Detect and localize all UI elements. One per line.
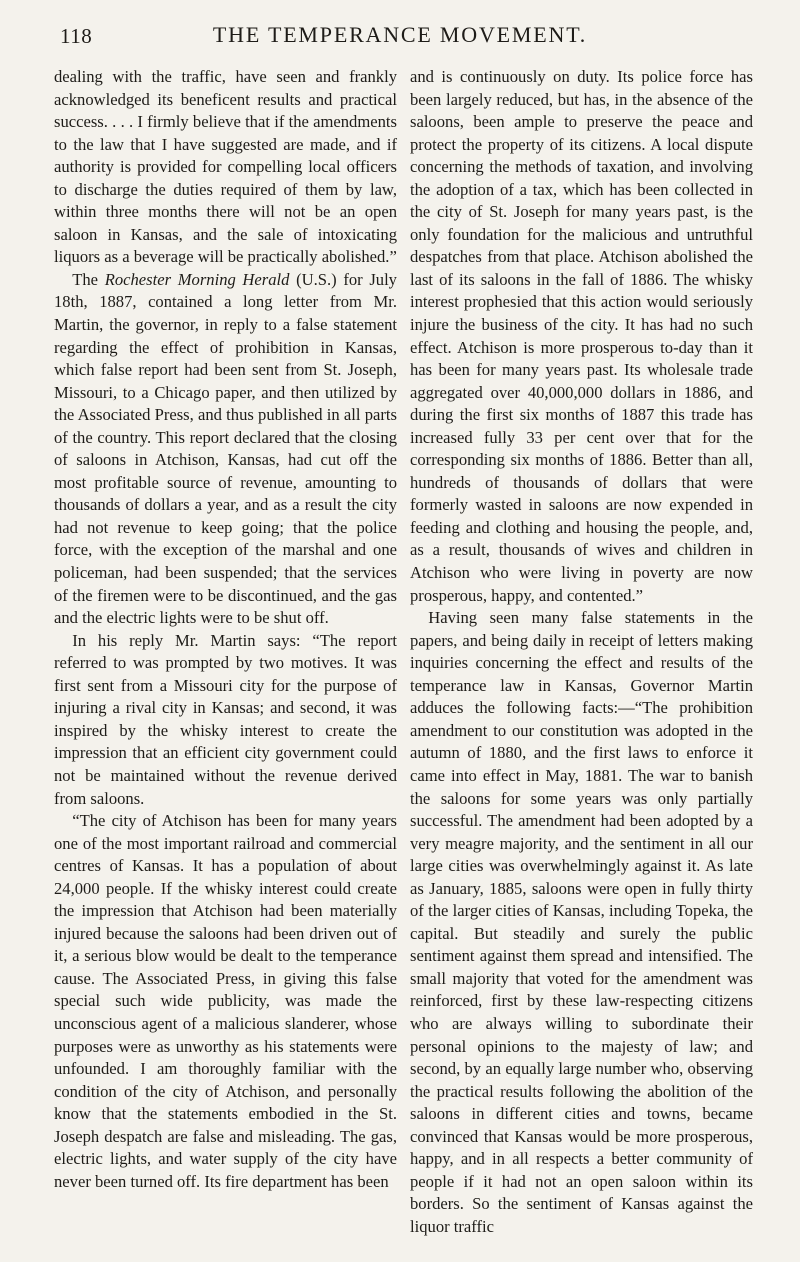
left-column <box>54 66 397 1193</box>
paragraph: Having seen many false statements in the papers, and being daily in receipt of letters making inquiries concerning the effect and results of the temperance law in Kansas, Governor Martin adduces the following facts:—“The prohibition amendment to our constitution was adopted in the autumn of 1880, and the first laws to enforce it came into effect in May, 1881. The war to banish the saloons for some years was only partially successful. The amendment had been adopted by a very meagre majority, and the sentiment in all our large cities was overwhelmingly against it. As late as January, 1885, saloons were open in fully thirty of the larger cities of Kansas, including Topeka, the capital. But steadily and surely the public sentiment against them spread and intensified. The small majority that voted for the amendment was reinforced, first by these law-respecting citizens who are always willing to subordinate their personal opinions to the majesty of law; and second, by an equally large number who, observing the practical results following the abolition of the saloons in different cities and towns, became convinced that Kansas would be more prosperous, happy, and in all respects a better community of people if it had not an open saloon within its borders. So the sentiment of Kansas against the liquor traffic <box>410 608 753 1236</box>
running-title: THE TEMPERANCE MOVEMENT. <box>212 22 588 47</box>
newspaper-title: Rochester Morning Herald <box>104 269 290 289</box>
paragraph: In his reply Mr. Martin says: “The report referred to was prompted by two motives. It was first sent from a Missouri city for the purpose of injuring a rival city in Kansas; and second, it was inspired by the whisky interest to create the impression that an efficient city government could not be maintained without the revenue derived from saloons. <box>54 630 397 808</box>
paragraph: The Rochester Morning Herald (U.S.) for July 18th, 1887, contained a long letter from Mr. Martin, the governor, in reply to a false statement regarding the effect of prohibition in Kansas, which false report had been sent from St. Joseph, Missouri, to a Chicago paper, and then utilized by the Associated Press, and thus published in all parts of the country. This report declared that the closing of saloons in Atchison, Kansas, had cut off the most profitable source of revenue, amounting to thousands of dollars a year, and as a result the city had not revenue to keep going; that the police force, with the exception of the marshal and one policeman, had been suspended; that the services of the firemen were to be discontinued, and the gas and the electric lights were to be shut off. <box>54 269 397 628</box>
page-number: 118 <box>60 24 93 48</box>
paragraph: dealing with the traffic, have seen and frankly acknowledged its beneficent results and practical success. . . . I firmly believe that if the amendments to the law that I have suggested are made, and if authority is provided for compelling local officers to discharge the duties required of them by law, within three months there will not be an open saloon in Kansas, and the sale of intoxicating liquors as a beverage will be practically abolished.” <box>54 67 397 267</box>
right-column <box>410 66 753 1238</box>
page-header <box>0 22 800 52</box>
paragraph: and is continuously on duty. Its police force has been largely reduced, but has, in the absence of the saloons, been ample to preserve the peace and protect the property of its citizens. A local dispute concerning the methods of taxation, and involving the adoption of a tax, which has been collected in the city of St. Joseph for many years past, is the only foundation for the malicious and untruthful despatches from that place. Atchison abolished the last of its saloons in the fall of 1886. The whisky interest prophesied that this action would seriously injure the business of the city. It has had no such effect. Atchison is more prosperous to-day than it has been for many years past. Its wholesale trade aggregated over 40,000,000 dollars in 1886, and during the first six months of 1887 this trade has increased fully 33 per cent over that for the corresponding six months of 1886. Better than all, hundreds of thousands of dollars that were formerly wasted in saloons are now expended in feeding and clothing and housing the people, and, as a result, thousands of wives and children in Atchison who were living in poverty are now prosperous, happy, and contented.” <box>410 67 753 605</box>
paragraph: “The city of Atchison has been for many years one of the most important railroad and commercial centres of Kansas. It has a population of about 24,000 people. If the whisky interest could create the impression that Atchison had been materially injured because the saloons had been driven out of it, a serious blow would be dealt to the temperance cause. The Associated Press, in giving this false special such wide publicity, was made the unconscious agent of a malicious slanderer, whose purposes were as unworthy as his statements were unfounded. I am thoroughly familiar with the condition of the city of Atchison, and personally know that the statements embodied in the St. Joseph despatch are false and misleading. The gas, electric lights, and water supply of the city have never been turned off. Its fire department has been <box>54 811 397 1191</box>
